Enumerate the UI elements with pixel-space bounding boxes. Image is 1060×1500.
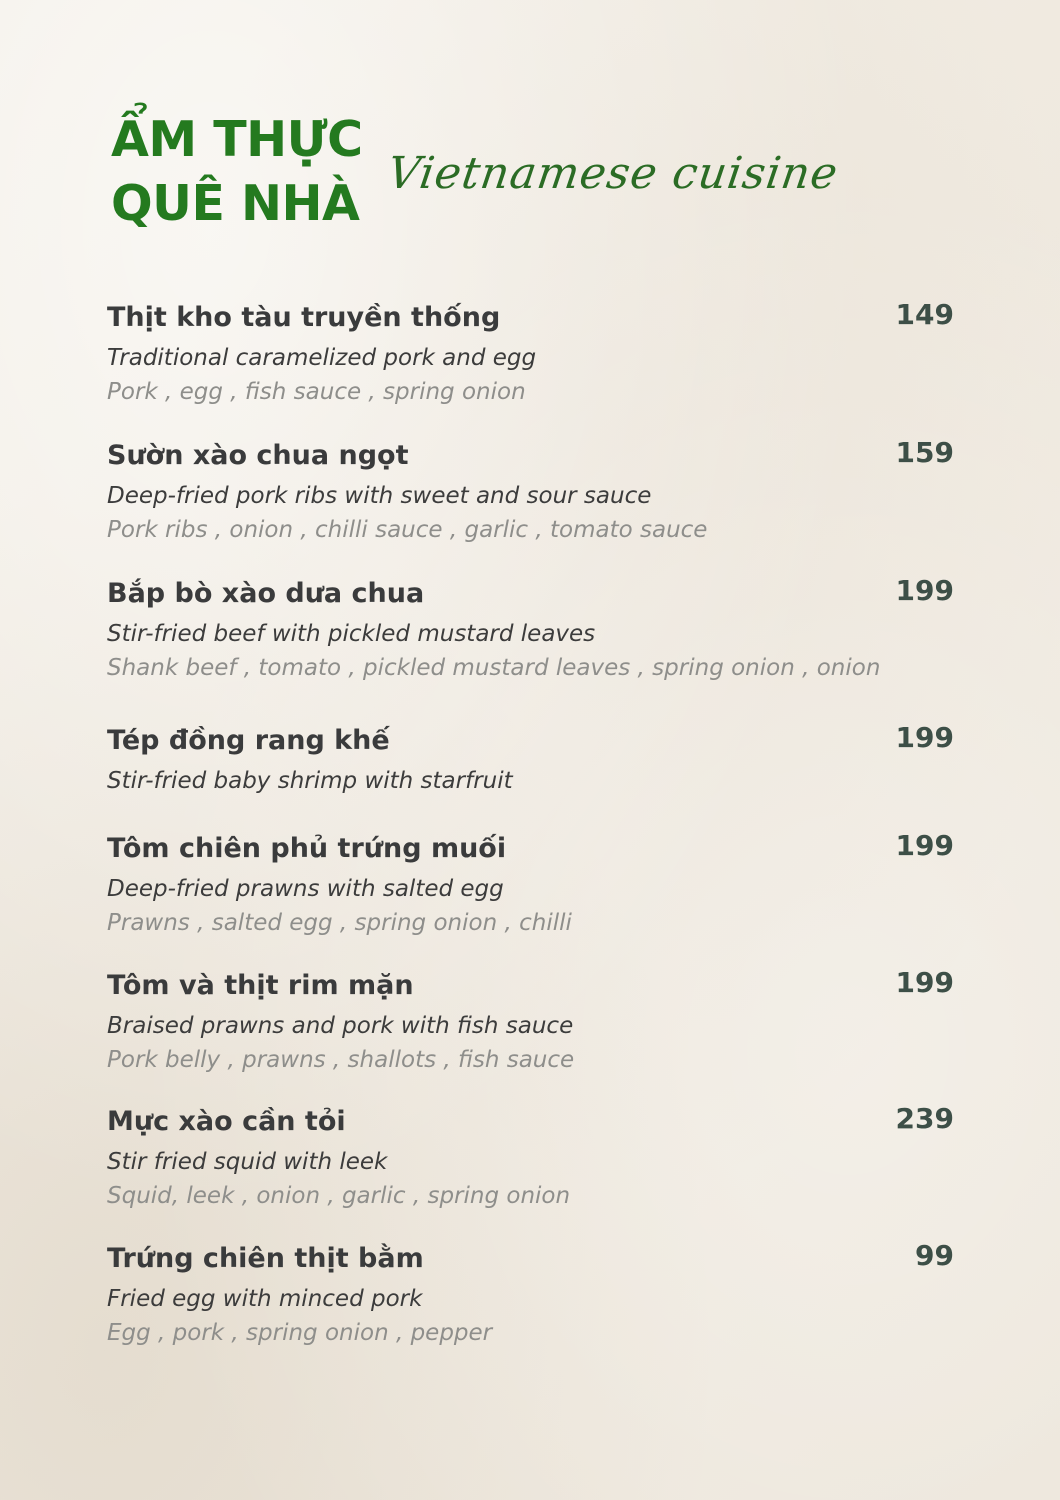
menu-item [107, 574, 954, 683]
menu-item [107, 436, 954, 545]
dish-price: 149 [895, 298, 954, 331]
dish-description: Deep-fried prawns with salted egg [107, 876, 504, 902]
menu-title [111, 108, 363, 236]
dish-price: 99 [915, 1239, 954, 1272]
dish-description: Stir fried squid with leek [107, 1149, 388, 1175]
dish-description: Deep-fried pork ribs with sweet and sour sauce [107, 483, 652, 509]
dish-name: Tép đồng rang khế [107, 725, 390, 756]
dish-price: 199 [895, 721, 954, 754]
menu-item [107, 1102, 954, 1211]
dish-name: Trứng chiên thịt bằm [107, 1243, 424, 1274]
dish-price: 159 [895, 436, 954, 469]
menu-item [107, 966, 954, 1075]
dish-ingredients: Pork ribs , onion , chilli sauce , garlic , tomato sauce [107, 517, 708, 543]
dish-ingredients: Pork belly , prawns , shallots , fish sauce [107, 1047, 575, 1073]
dish-price: 199 [895, 829, 954, 862]
dish-description: Traditional caramelized pork and egg [107, 345, 537, 371]
menu-item [107, 1239, 954, 1348]
menu-item [107, 829, 954, 938]
dish-description: Fried egg with minced pork [107, 1286, 423, 1312]
dish-name: Thịt kho tàu truyền thống [107, 302, 501, 333]
dish-ingredients: Squid, leek , onion , garlic , spring onion [107, 1183, 571, 1209]
dish-description: Stir-fried beef with pickled mustard leaves [107, 621, 596, 647]
dish-description: Braised prawns and pork with fish sauce [107, 1013, 574, 1039]
menu-item [107, 298, 954, 407]
dish-ingredients: Shank beef , tomato , pickled mustard leaves , spring onion , onion [107, 655, 881, 681]
menu-subtitle: Vietnamese cuisine [384, 148, 842, 199]
dish-price: 199 [895, 966, 954, 999]
dish-name: Mực xào cần tỏi [107, 1106, 346, 1137]
dish-ingredients: Prawns , salted egg , spring onion , chilli [107, 910, 572, 936]
dish-name: Tôm chiên phủ trứng muối [107, 833, 507, 864]
dish-description: Stir-fried baby shrimp with starfruit [107, 768, 513, 794]
dish-price: 239 [895, 1102, 954, 1135]
dish-ingredients: Egg , pork , spring onion , pepper [107, 1320, 493, 1346]
menu-title-line-1: ẨM THỰC [111, 111, 363, 168]
dish-price: 199 [895, 574, 954, 607]
dish-name: Bắp bò xào dưa chua [107, 578, 425, 609]
menu-item [107, 721, 954, 796]
menu-title-line-2: QUÊ NHÀ [111, 175, 360, 232]
dish-name: Sườn xào chua ngọt [107, 440, 409, 471]
dish-name: Tôm và thịt rim mặn [107, 970, 414, 1001]
dish-ingredients: Pork , egg , fish sauce , spring onion [107, 379, 526, 405]
